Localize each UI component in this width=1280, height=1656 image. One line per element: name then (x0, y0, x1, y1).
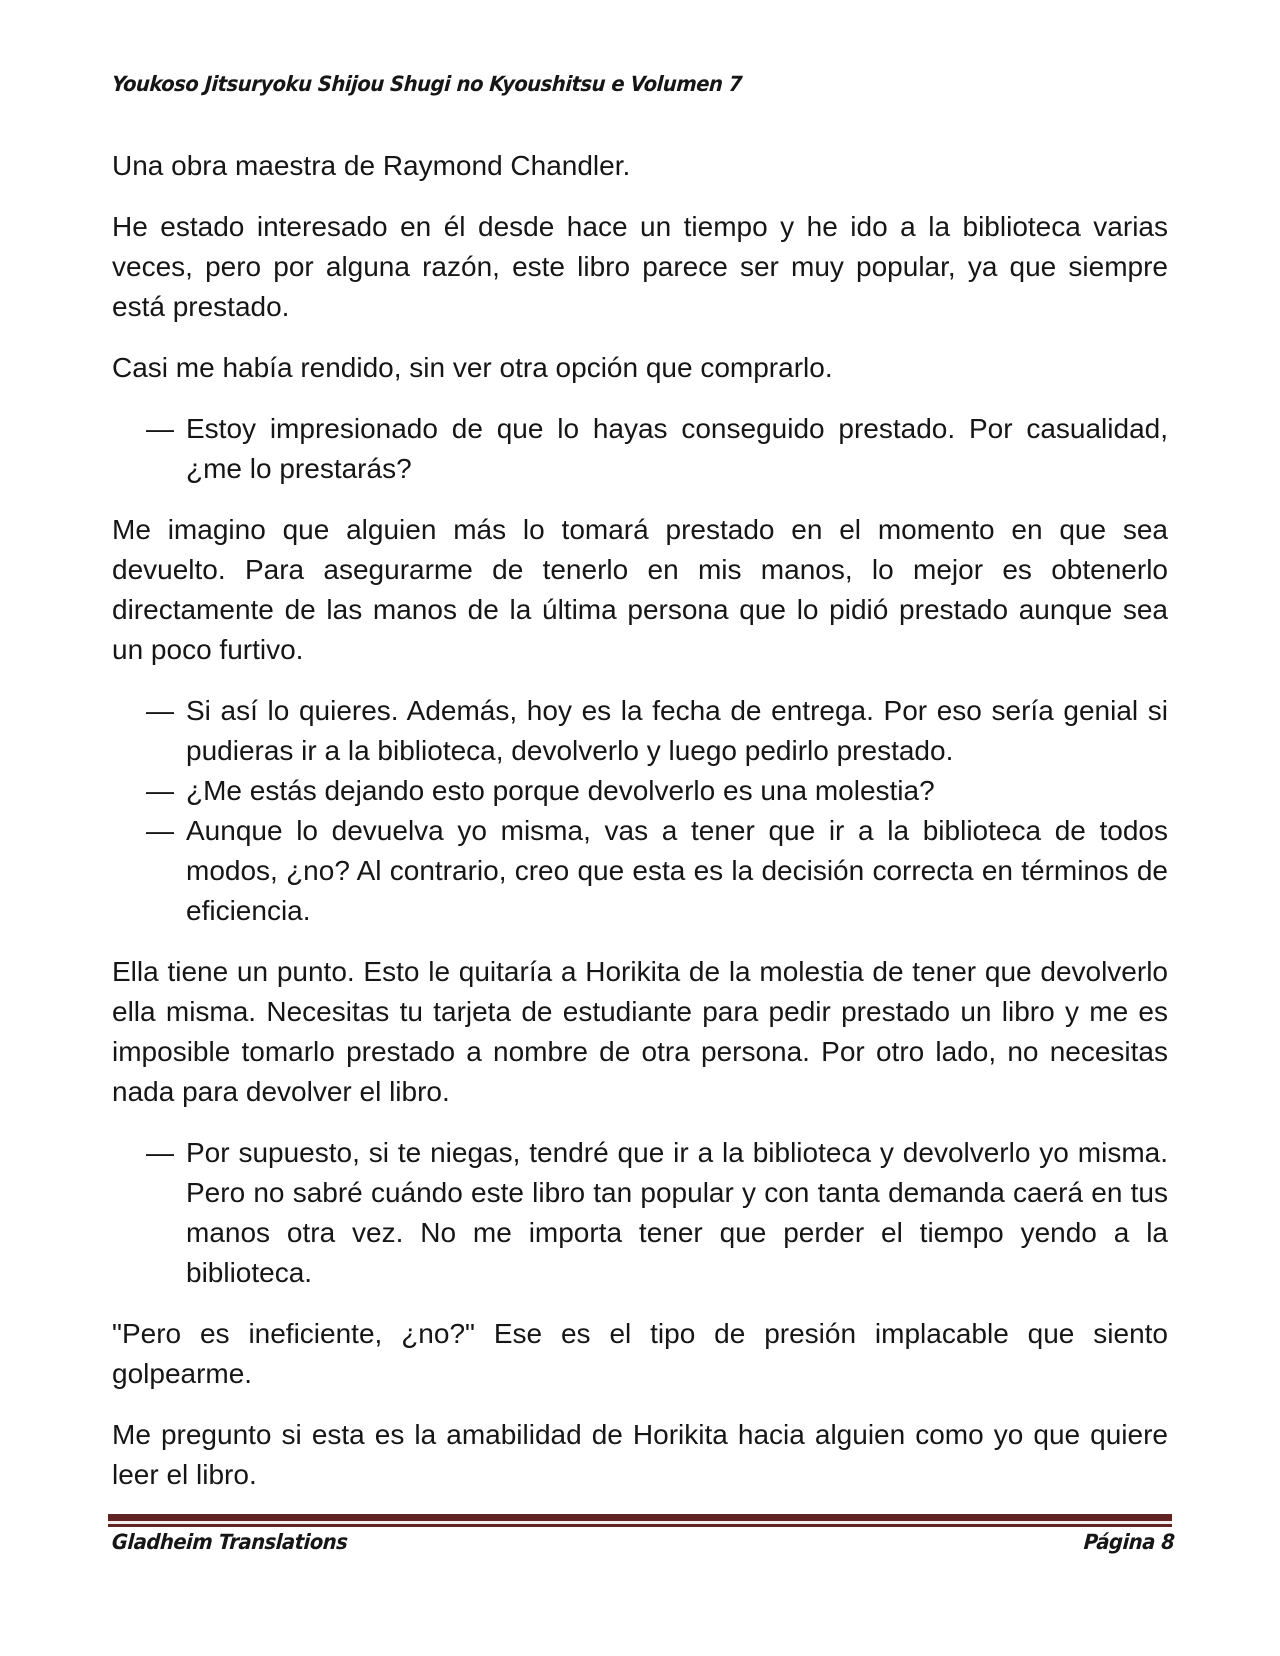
dialogue-line (112, 409, 1168, 489)
footer-divider-thick-line (108, 1514, 1172, 1521)
paragraph: Me pregunto si esta es la amabilidad de Horikita hacia alguien como yo que quiere leer el libro. (112, 1419, 1168, 1490)
footer-translator-credit: Gladheim Translations (111, 1530, 349, 1554)
dialogue-text: Estoy impresionado de que lo hayas conseguido prestado. Por casualidad, ¿me lo prestarás? (186, 413, 1168, 484)
dialogue-line (112, 811, 1168, 931)
dialogue-dash: — (146, 775, 174, 806)
paragraph: Me imagino que alguien más lo tomará prestado en el momento en que sea devuelto. Para asegurarme de tenerlo en mis manos, lo mejor es obtenerlo directamente de las manos de la última persona que lo pidió prestado aunque sea un poco furtivo. (112, 514, 1168, 665)
document-body (112, 146, 1168, 1516)
paragraph: Ella tiene un punto. Esto le quitaría a Horikita de la molestia de tener que devolverlo ella misma. Necesitas tu tarjeta de estudiante para pedir prestado un libro y me es imposible tomarlo prestado a nombre de otra persona. Por otro lado, no necesitas nada para devolver el libro. (112, 956, 1168, 1107)
page-header (112, 72, 1172, 96)
dialogue-group (112, 1133, 1168, 1293)
dialogue-dash: — (146, 815, 174, 846)
dialogue-dash: — (146, 1137, 174, 1168)
dialogue-group (112, 691, 1168, 931)
page-footer (112, 1530, 1174, 1554)
dialogue-line (112, 1133, 1168, 1293)
dialogue-line (112, 771, 1168, 811)
footer-divider-thin-line (108, 1524, 1172, 1527)
paragraph: He estado interesado en él desde hace un tiempo y he ido a la biblioteca varias veces, pero por alguna razón, este libro parece ser muy popular, ya que siempre está prestado. (112, 211, 1168, 322)
dialogue-text: Por supuesto, si te niegas, tendré que ir a la biblioteca y devolverlo yo misma. Pero no sabré cuándo este libro tan popular y con tanta demanda caerá en tus manos otra vez. No me importa tener que perder el tiempo yendo a la biblioteca. (186, 1137, 1168, 1288)
dialogue-text: Aunque lo devuelva yo misma, vas a tener que ir a la biblioteca de todos modos, ¿no? Al contrario, creo que esta es la decisión correcta en términos de eficiencia. (186, 815, 1168, 926)
paragraph: Casi me había rendido, sin ver otra opción que comprarlo. (112, 352, 833, 383)
paragraph: "Pero es ineficiente, ¿no?" Ese es el tipo de presión implacable que siento golpearme. (112, 1318, 1168, 1389)
dialogue-dash: — (146, 695, 174, 726)
dialogue-text: ¿Me estás dejando esto porque devolverlo es una molestia? (186, 775, 935, 806)
dialogue-dash: — (146, 413, 174, 444)
dialogue-text: Si así lo quieres. Además, hoy es la fecha de entrega. Por eso sería genial si pudieras ir a la biblioteca, devolverlo y luego pedirlo prestado. (186, 695, 1168, 766)
footer-page-number: Página 8 (1082, 1530, 1175, 1554)
dialogue-group (112, 409, 1168, 489)
paragraph: Una obra maestra de Raymond Chandler. (112, 150, 631, 181)
dialogue-line (112, 691, 1168, 771)
footer-divider (108, 1514, 1172, 1527)
header-title: Youkoso Jitsuryoku Shijou Shugi no Kyoushitsu e Volumen 7 (111, 72, 743, 96)
